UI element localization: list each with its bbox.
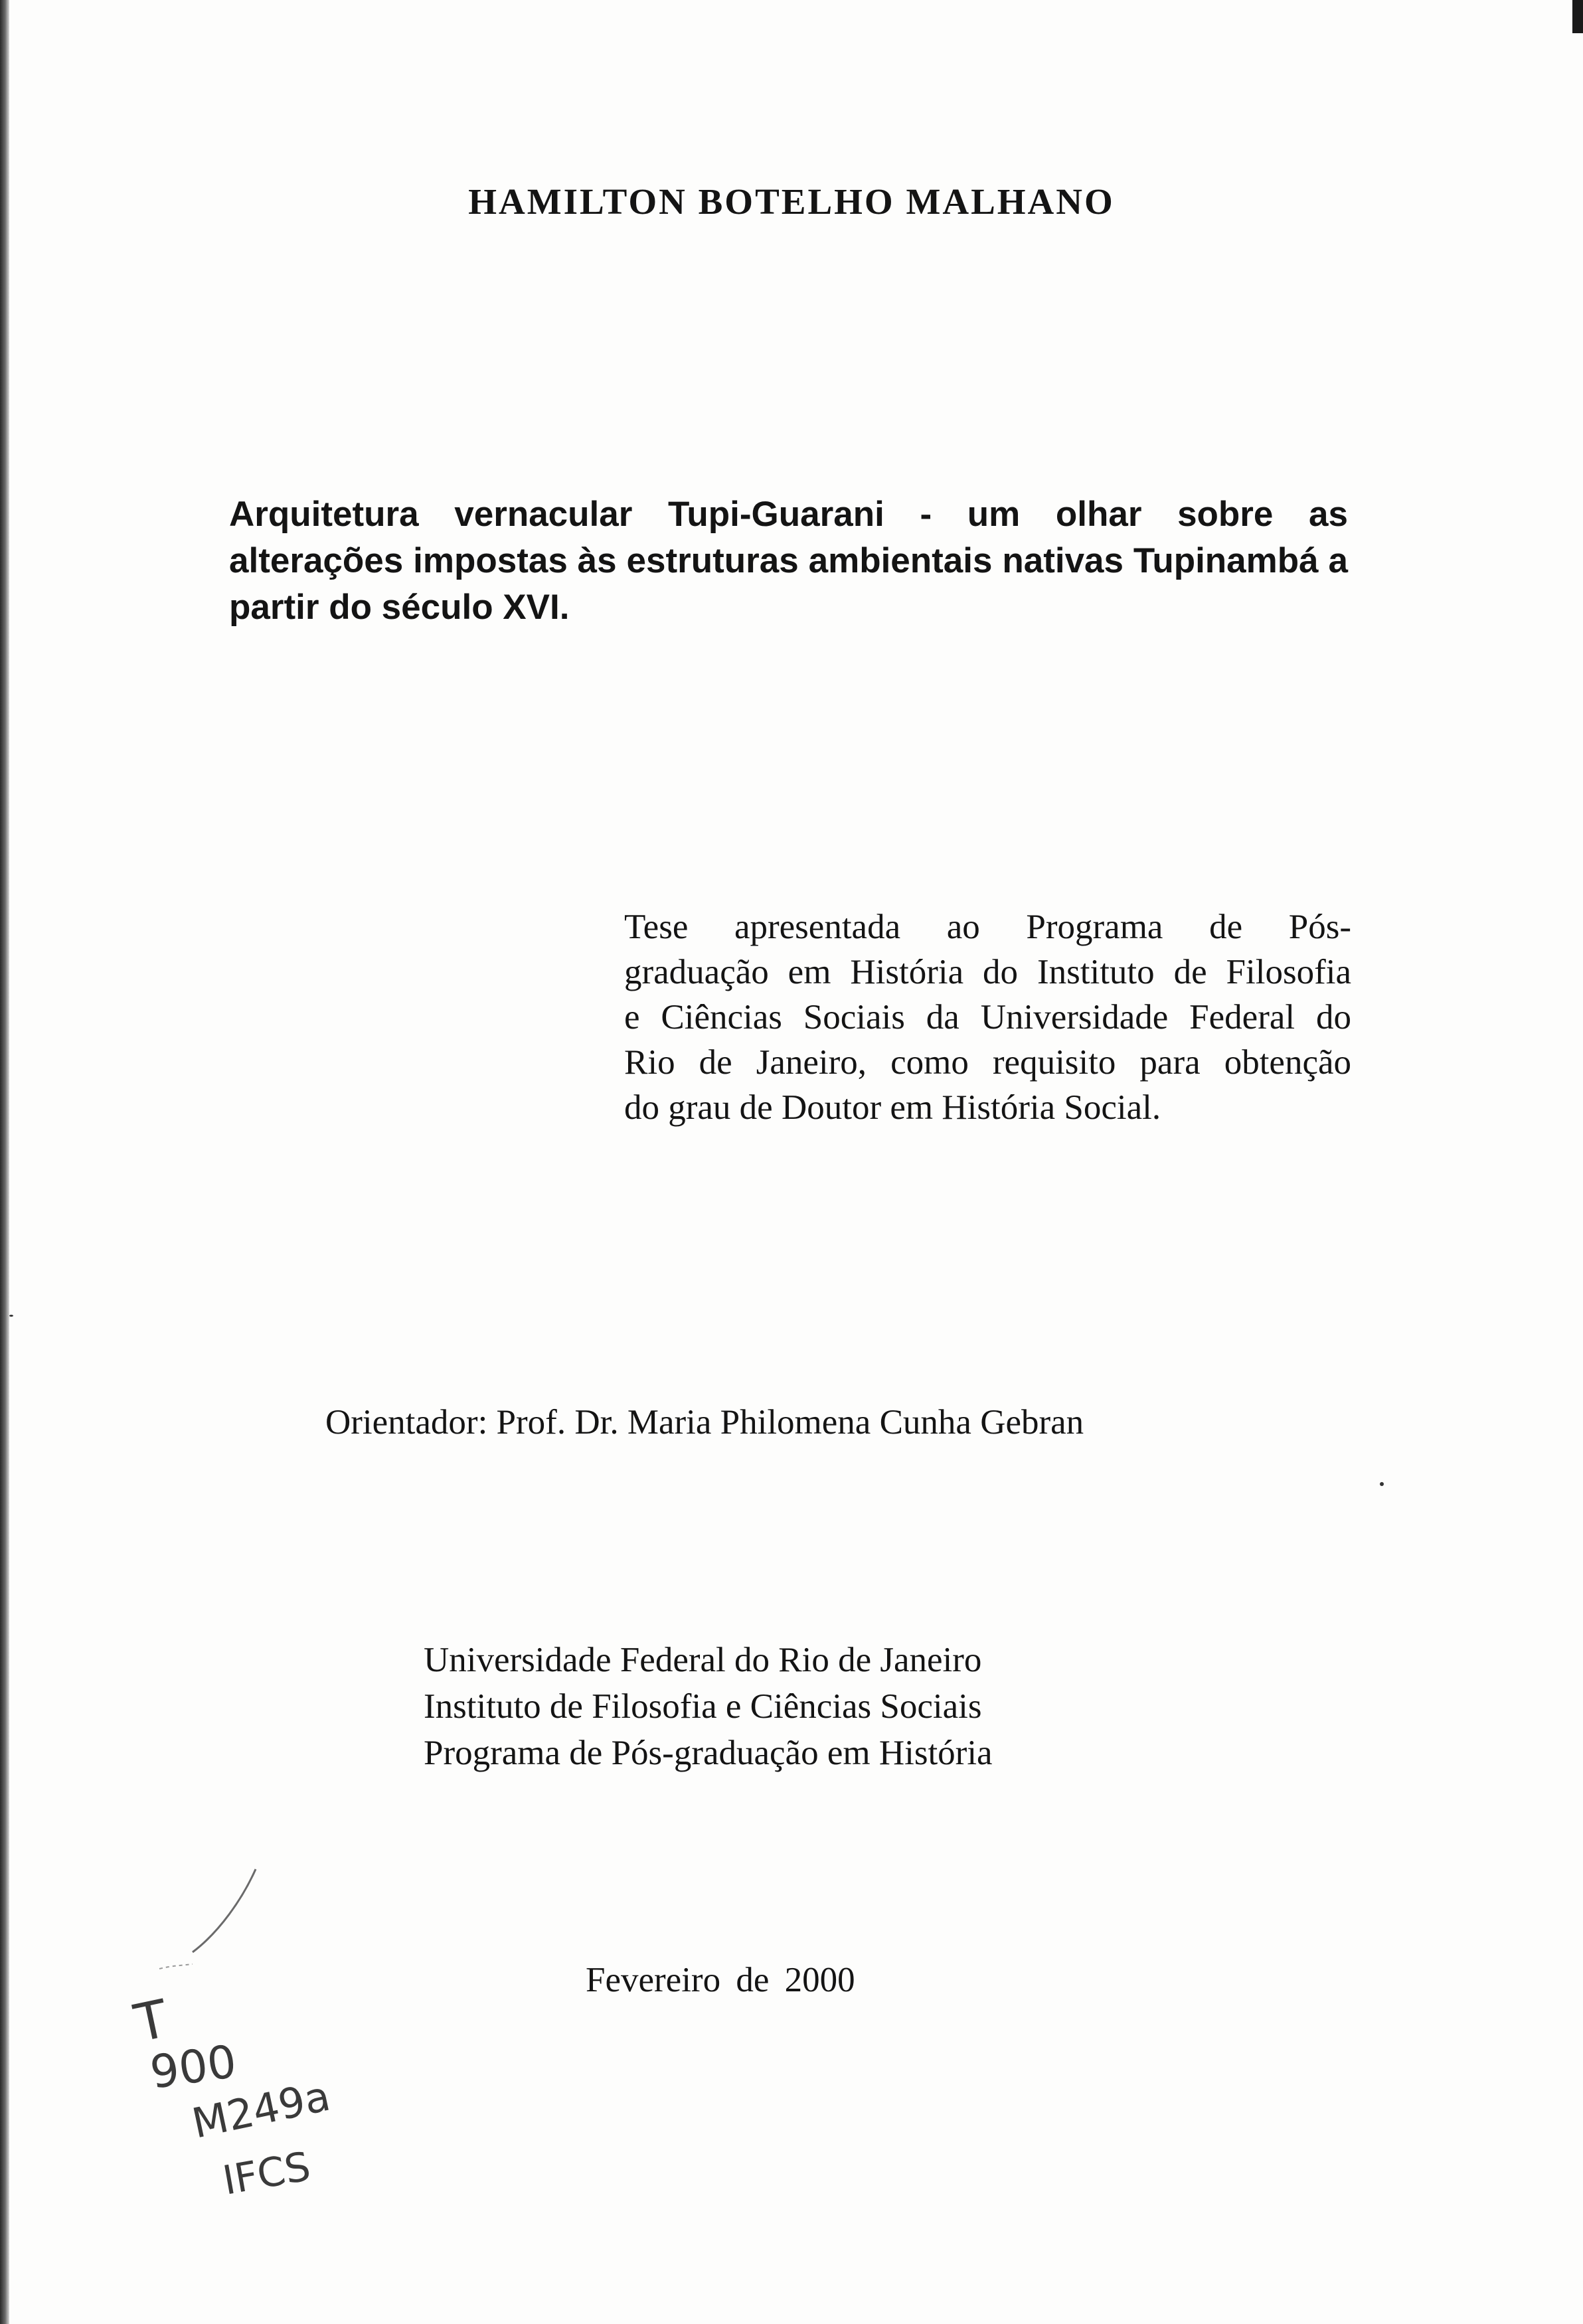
scan-left-edge-shadow bbox=[0, 0, 9, 2324]
institution-line-1: Universidade Federal do Rio de Janeiro bbox=[424, 1641, 982, 1679]
institution-line-2: Instituto de Filosofia e Ciências Sociais bbox=[424, 1687, 982, 1726]
advisor-line: Orientador: Prof. Dr. Maria Philomena Cunha Gebran bbox=[325, 1403, 1084, 1442]
thesis-date: Fevereiro de 2000 bbox=[586, 1961, 855, 1999]
description-line-4: Rio de Janeiro, como requisito para obtenção bbox=[624, 1043, 1351, 1082]
institution-line-3: Programa de Pós-graduação em História bbox=[424, 1734, 993, 1772]
handwritten-line-2: 900 bbox=[147, 2035, 240, 2100]
scan-speck bbox=[9, 1315, 13, 1317]
thesis-description bbox=[624, 904, 1351, 1130]
scan-speck bbox=[1380, 1482, 1384, 1486]
handwritten-line-4: IFCS bbox=[219, 2143, 314, 2204]
thesis-title bbox=[229, 491, 1348, 631]
description-line-1: Tese apresentada ao Programa de Pós- bbox=[624, 908, 1351, 946]
description-line-3: e Ciências Sociais da Universidade Federal do bbox=[624, 998, 1351, 1037]
description-line-5: do grau de Doutor em História Social. bbox=[624, 1088, 1161, 1127]
author-name: HAMILTON BOTELHO MALHANO bbox=[468, 181, 1115, 222]
handwritten-line-3: M249a bbox=[187, 2071, 335, 2148]
title-line-2: alterações impostas às estruturas ambientais nativas Tupinambá a bbox=[229, 541, 1348, 580]
title-line-3: partir do século XVI. bbox=[229, 588, 570, 627]
pencil-stroke bbox=[193, 1869, 256, 1952]
handwritten-line-1: T bbox=[129, 1989, 173, 2054]
institution-block bbox=[424, 1637, 993, 1776]
description-line-2: graduação em História do Instituto de Filosofia bbox=[624, 953, 1351, 991]
pencil-stroke-dashed bbox=[159, 1964, 193, 1969]
handwritten-call-number bbox=[120, 1859, 398, 2204]
title-line-1: Arquitetura vernacular Tupi-Guarani - um olhar sobre as bbox=[229, 495, 1348, 534]
scan-right-edge-mark bbox=[1572, 0, 1583, 33]
